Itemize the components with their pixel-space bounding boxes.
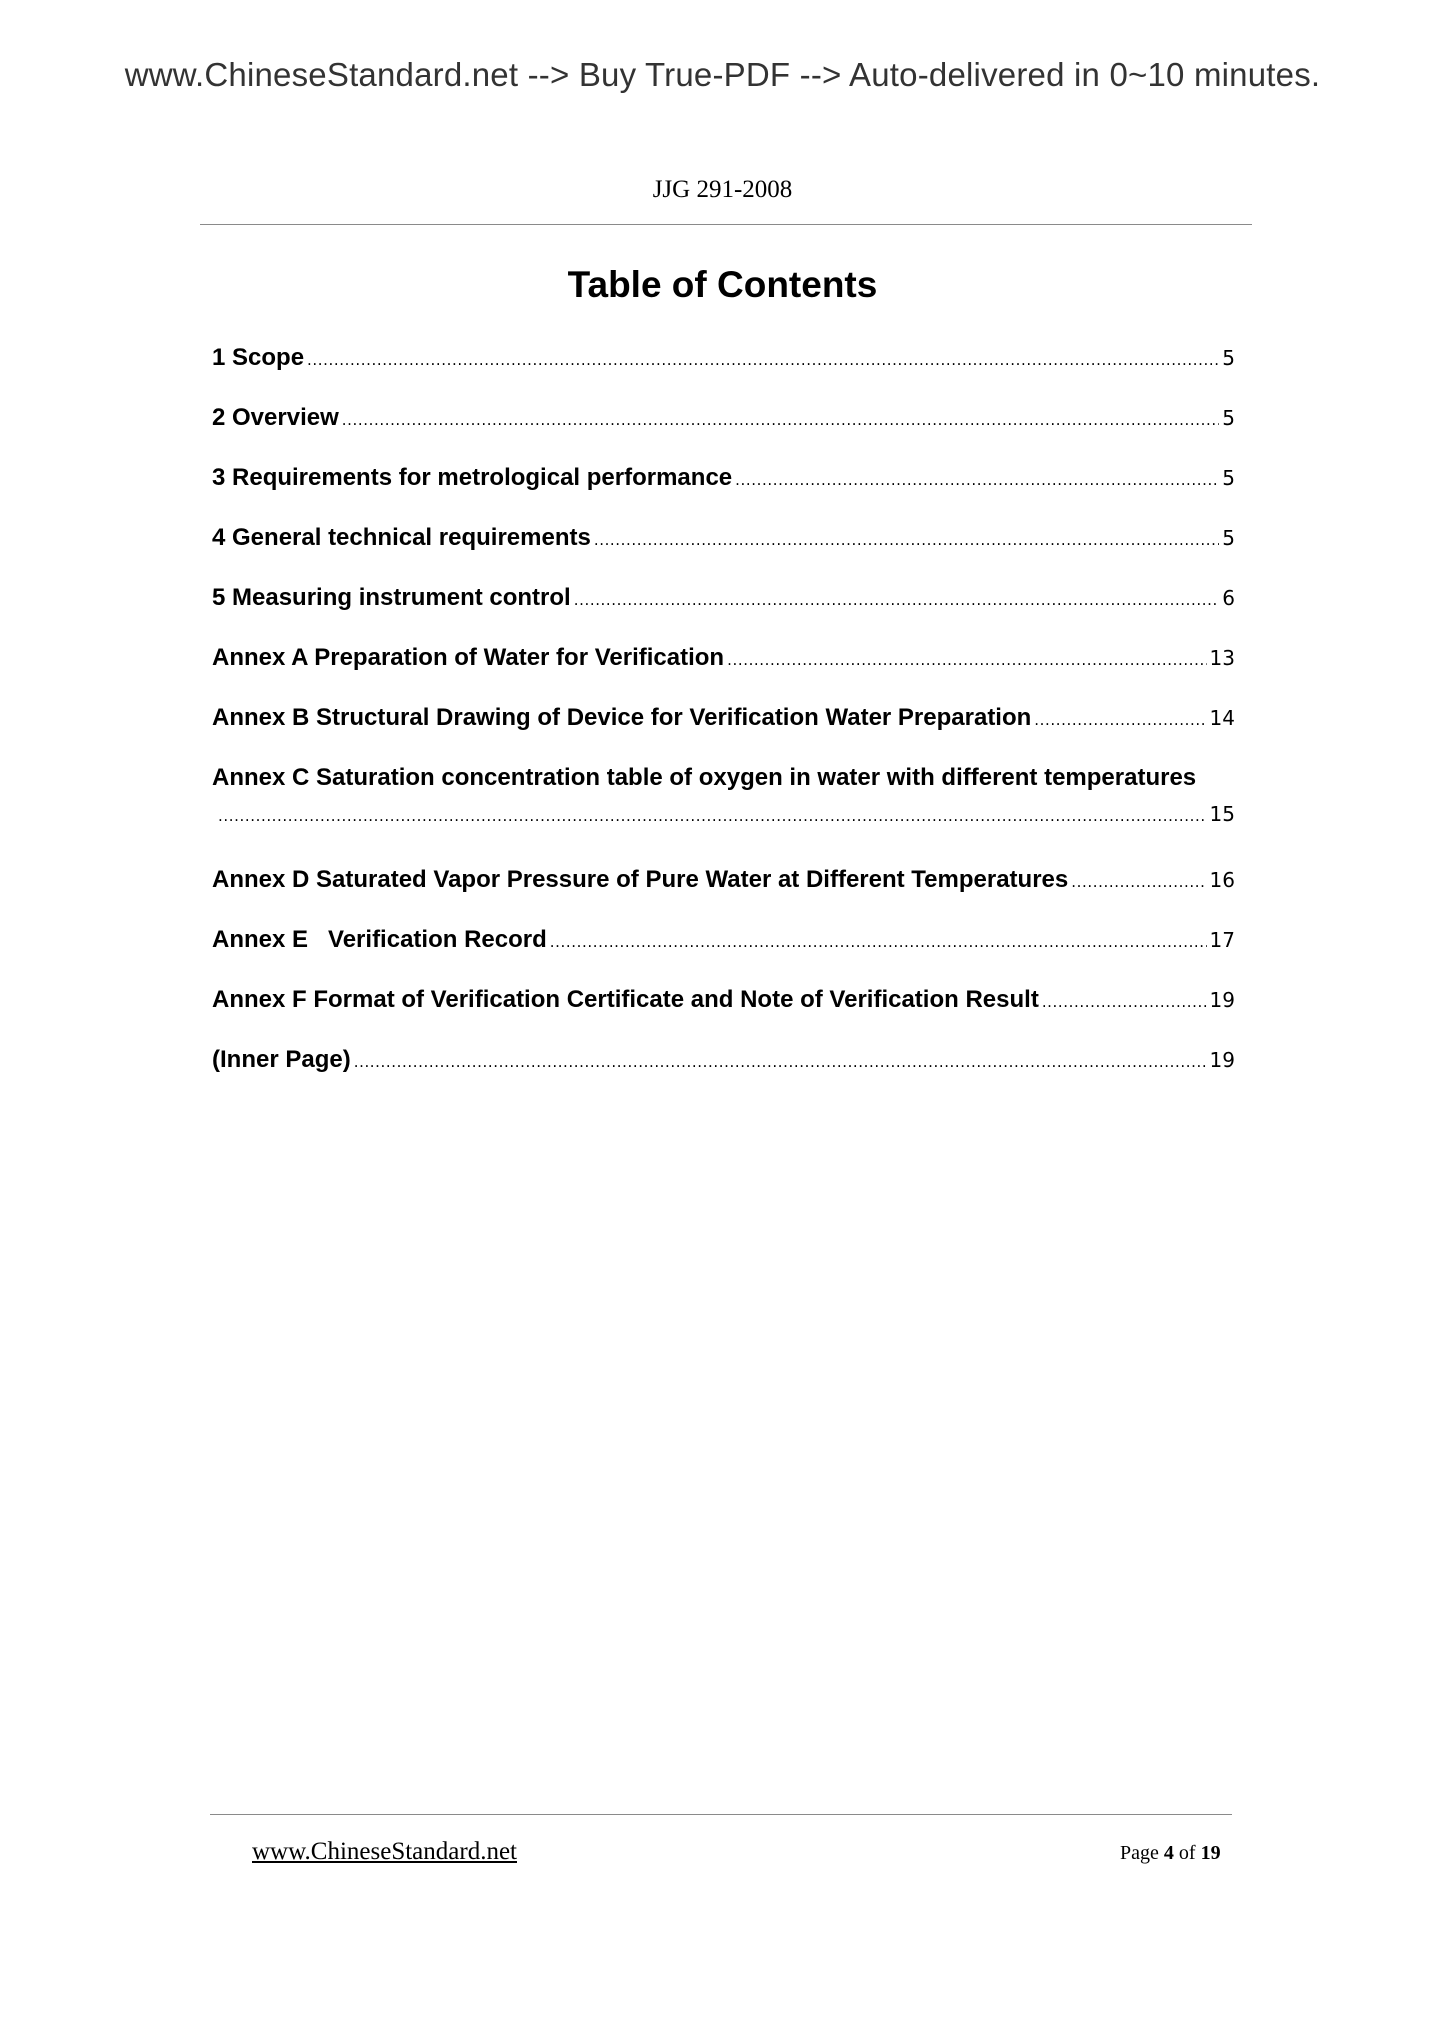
toc-entry[interactable]: [212, 926, 1235, 954]
toc-entry-page: 6: [1222, 586, 1235, 610]
footer-website-link[interactable]: www.ChineseStandard.net: [252, 1838, 517, 1865]
toc-entry-label: 5 Measuring instrument control: [212, 584, 571, 611]
toc-leader-dots: [1071, 873, 1206, 891]
toc-leader-dots: [1034, 711, 1206, 729]
toc-entry-label: 2 Overview: [212, 404, 339, 431]
toc-entry-page: 19: [1209, 1048, 1235, 1072]
toc-entry-label: (Inner Page): [212, 1046, 351, 1073]
toc-leader-dots: [1042, 993, 1207, 1011]
toc-entry-label: Annex D Saturated Vapor Pressure of Pure Water at Different Temperatures: [212, 866, 1069, 893]
toc-entry[interactable]: [212, 644, 1235, 672]
toc-entry[interactable]: [212, 704, 1235, 732]
toc-entry[interactable]: [212, 986, 1235, 1014]
toc-entry-label: 4 General technical requirements: [212, 524, 591, 551]
toc-entry-page: 17: [1209, 928, 1235, 952]
page-current: 4: [1163, 1842, 1174, 1864]
toc-entry-label: Annex A Preparation of Water for Verification: [212, 644, 725, 671]
toc-entry-label: Annex F Format of Verification Certificate and Note of Verification Result: [212, 986, 1039, 1013]
toc-leader-dots: [307, 351, 1219, 369]
toc-entry-page: 19: [1209, 988, 1235, 1012]
toc-entry[interactable]: [212, 1046, 1235, 1074]
page-total: 19: [1200, 1842, 1221, 1864]
toc-entry-page: 5: [1222, 346, 1235, 370]
page-of: of: [1178, 1842, 1196, 1864]
toc-entry[interactable]: [212, 866, 1235, 894]
toc-entry-page: 5: [1222, 466, 1235, 490]
toc-entry-continuation: [212, 802, 1235, 826]
toc-leader-dots: [594, 531, 1219, 549]
toc-entry-page: 15: [1209, 802, 1235, 826]
toc-leader-dots: [735, 471, 1219, 489]
toc-entry[interactable]: [212, 344, 1235, 372]
toc-leader-dots: [354, 1053, 1207, 1071]
toc-leader-dots: [550, 933, 1207, 951]
toc-entry[interactable]: [212, 524, 1235, 552]
page-number: [1120, 1842, 1221, 1865]
toc-entry-label: 3 Requirements for metrological performance: [212, 464, 733, 491]
toc-entry-label: Annex C Saturation concentration table of oxygen in water with different temperatures: [212, 764, 1197, 791]
toc-entry-label: Annex B Structural Drawing of Device for Verification Water Preparation: [212, 704, 1032, 731]
toc-entry[interactable]: [212, 584, 1235, 612]
page-prefix: Page: [1120, 1842, 1159, 1864]
toc-leader-dots: [727, 651, 1206, 669]
toc-entry-page: 16: [1209, 868, 1235, 892]
toc-entry-label: 1 Scope: [212, 344, 305, 371]
toc-leader-dots: [342, 411, 1220, 429]
toc-entry-page: 13: [1209, 646, 1235, 670]
toc-entry-page: 14: [1209, 706, 1235, 730]
toc-leader-dots: [218, 807, 1207, 825]
toc-entry[interactable]: [212, 764, 1235, 826]
toc-title: Table of Contents: [567, 264, 878, 305]
toc-entry-page: 5: [1222, 406, 1235, 430]
footer-divider: [210, 1814, 1232, 1815]
toc-entry-label: Annex E Verification Record: [212, 926, 547, 953]
banner-text: www.ChineseStandard.net --> Buy True-PDF --> Auto-delivered in 0~10 minutes.: [124, 56, 1321, 93]
toc-entry[interactable]: [212, 464, 1235, 492]
toc-entry[interactable]: [212, 404, 1235, 432]
toc-leader-dots: [574, 591, 1220, 609]
document-code: JJG 291-2008: [652, 176, 793, 203]
toc-entry-page: 5: [1222, 526, 1235, 550]
